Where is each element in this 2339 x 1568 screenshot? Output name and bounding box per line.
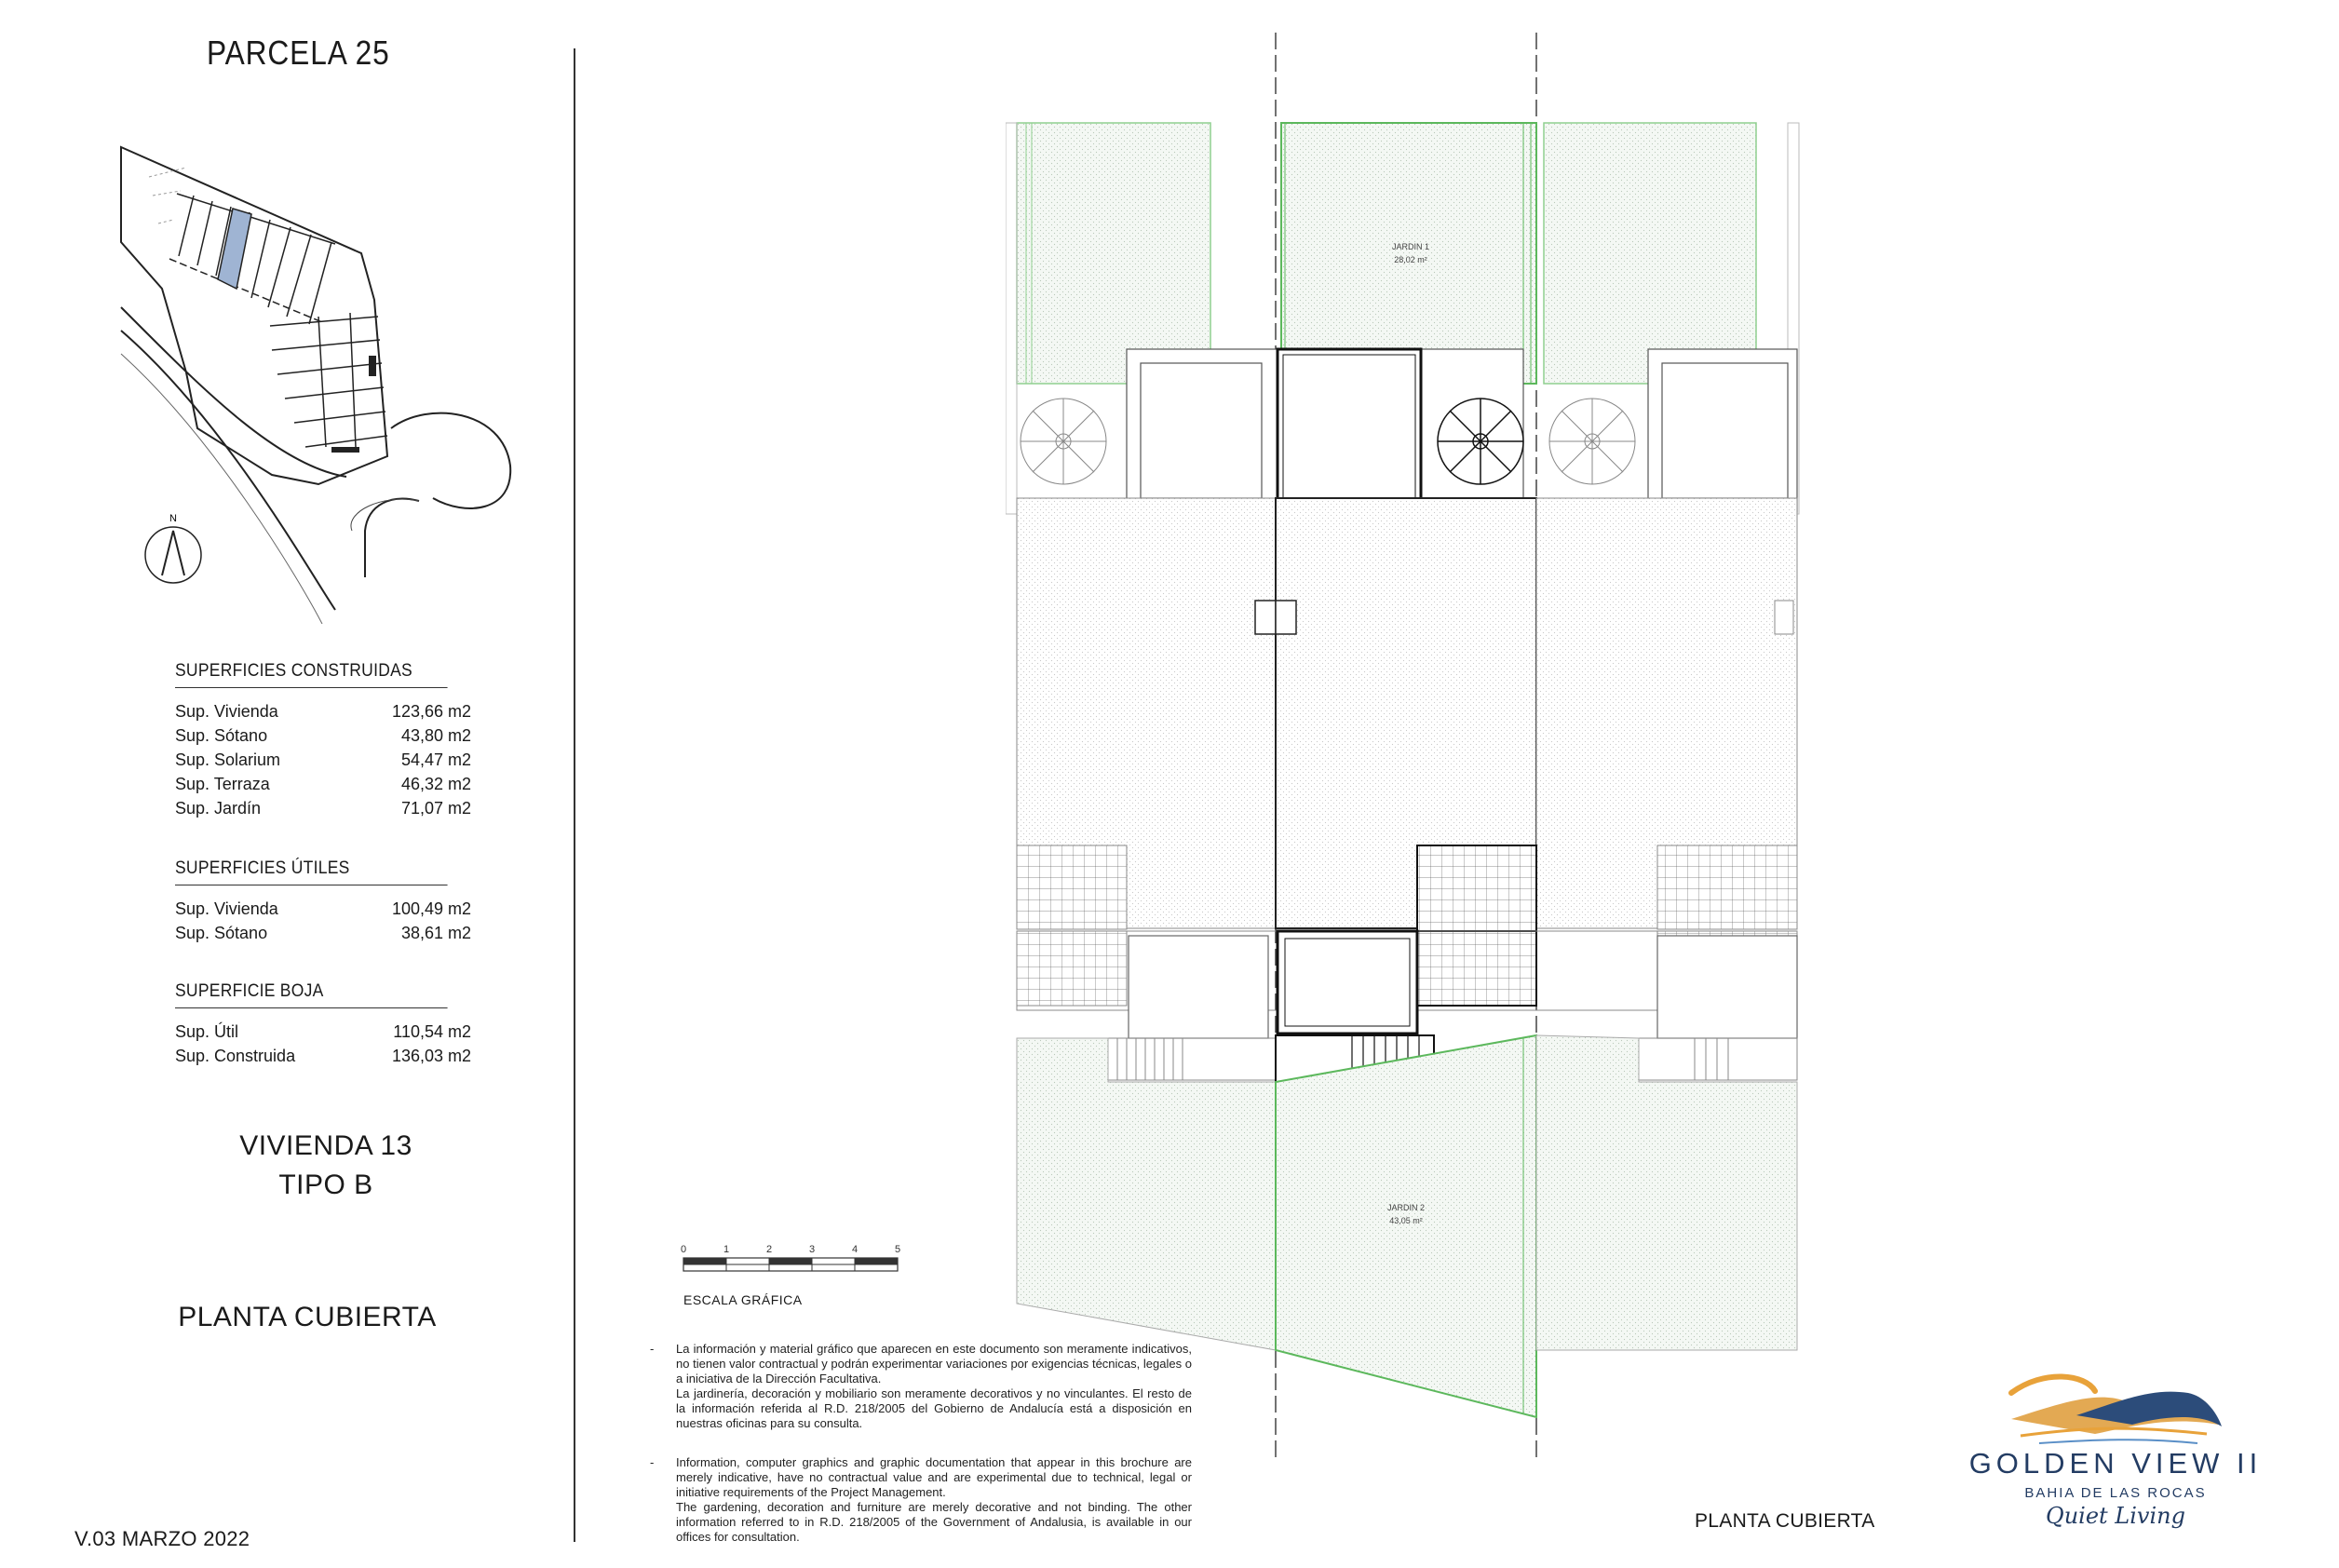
svg-text:3: 3 (808, 1244, 816, 1255)
surface-row: Sup. Solarium 54,47 m2 (175, 750, 471, 769)
garden-top-label: JARDIN 1 (1391, 242, 1430, 251)
house-type: TIPO B (278, 1169, 373, 1200)
logo-subtitle: BAHIA DE LAS ROCAS (2024, 1485, 2207, 1501)
garden-top (1281, 123, 1536, 384)
house-title (186, 1127, 466, 1205)
surfaces-useful-title: SUPERFICIES ÚTILES (175, 858, 448, 885)
surface-row: Sup. Útil 110,54 m2 (175, 1022, 471, 1041)
surfaces-useful-section (175, 858, 471, 945)
surface-row: Sup. Jardín 71,07 m2 (175, 799, 471, 818)
garden-bottom (1276, 1035, 1536, 1417)
panel-divider (574, 48, 575, 1542)
north-arrow-icon (145, 513, 201, 583)
garden-top-area: 28,02 m² (1394, 255, 1427, 264)
garden-bottom-area: 43,05 m² (1389, 1216, 1423, 1225)
site-plan-diagram (112, 140, 540, 624)
svg-text:5: 5 (894, 1244, 901, 1255)
surface-row: Sup. Construida 136,03 m2 (175, 1047, 471, 1065)
plan-name-left: PLANTA CUBIERTA (178, 1302, 437, 1332)
garden-bottom-label: JARDIN 2 (1386, 1203, 1426, 1212)
disclaimer-es: - La información y material gráfico que aparecen en este documento son meramente indicativos, no tienen valor contractual y podrán experimentar variaciones por exigencias técnicas, legales o a iniciativa de la Dirección Facultativa. La jardinería, decoración y mobiliario son meramente decorativos y no vinculantes. El resto de la información referida al R.D. 218/2005 del Gobierno de Andalucía está a disposición en nuestras oficinas para su consulta. (650, 1342, 1192, 1430)
surface-row: Sup. Vivienda 100,49 m2 (175, 899, 471, 918)
graphic-scale (672, 1243, 914, 1290)
svg-text:0: 0 (680, 1244, 687, 1255)
plan-name-right: PLANTA CUBIERTA (1695, 1510, 1875, 1532)
highlighted-plot (218, 209, 251, 289)
surfaces-built-title: SUPERFICIES CONSTRUIDAS (175, 661, 448, 688)
scale-label: ESCALA GRÁFICA (683, 1292, 803, 1307)
surface-row: Sup. Sótano 43,80 m2 (175, 726, 471, 745)
surface-row: Sup. Terraza 46,32 m2 (175, 775, 471, 793)
svg-text:1: 1 (723, 1244, 730, 1255)
disclaimer-en: - Information, computer graphics and graphic documentation that appear in this brochure are merely indicative, have no contractual value and are experimental due to technical, legal or initiative requirements of the Project Management. The gardening, decoration and furniture are merely decorative and not binding. The other information referred to in R.D. 218/2005 of the Government of Andalusia, is available in our offices for consultation. (650, 1455, 1192, 1544)
logo-tagline: Quiet Living (2046, 1503, 2185, 1529)
logo-name: GOLDEN VIEW II (1968, 1447, 2263, 1480)
surface-boja-title: SUPERFICIE BOJA (175, 981, 448, 1008)
parcel-title: PARCELA 25 (207, 34, 390, 72)
surface-boja-section (175, 981, 471, 1068)
house-number: VIVIENDA 13 (239, 1130, 412, 1161)
svg-text:N: N (169, 513, 177, 524)
roof-floor-plan (1006, 28, 1816, 1462)
surface-row: Sup. Sótano 38,61 m2 (175, 924, 471, 942)
svg-text:4: 4 (851, 1244, 859, 1255)
svg-text:2: 2 (765, 1244, 773, 1255)
version-label: V.03 MARZO 2022 (74, 1527, 250, 1550)
surface-row: Sup. Vivienda 123,66 m2 (175, 702, 471, 721)
surfaces-built-section (175, 661, 471, 820)
